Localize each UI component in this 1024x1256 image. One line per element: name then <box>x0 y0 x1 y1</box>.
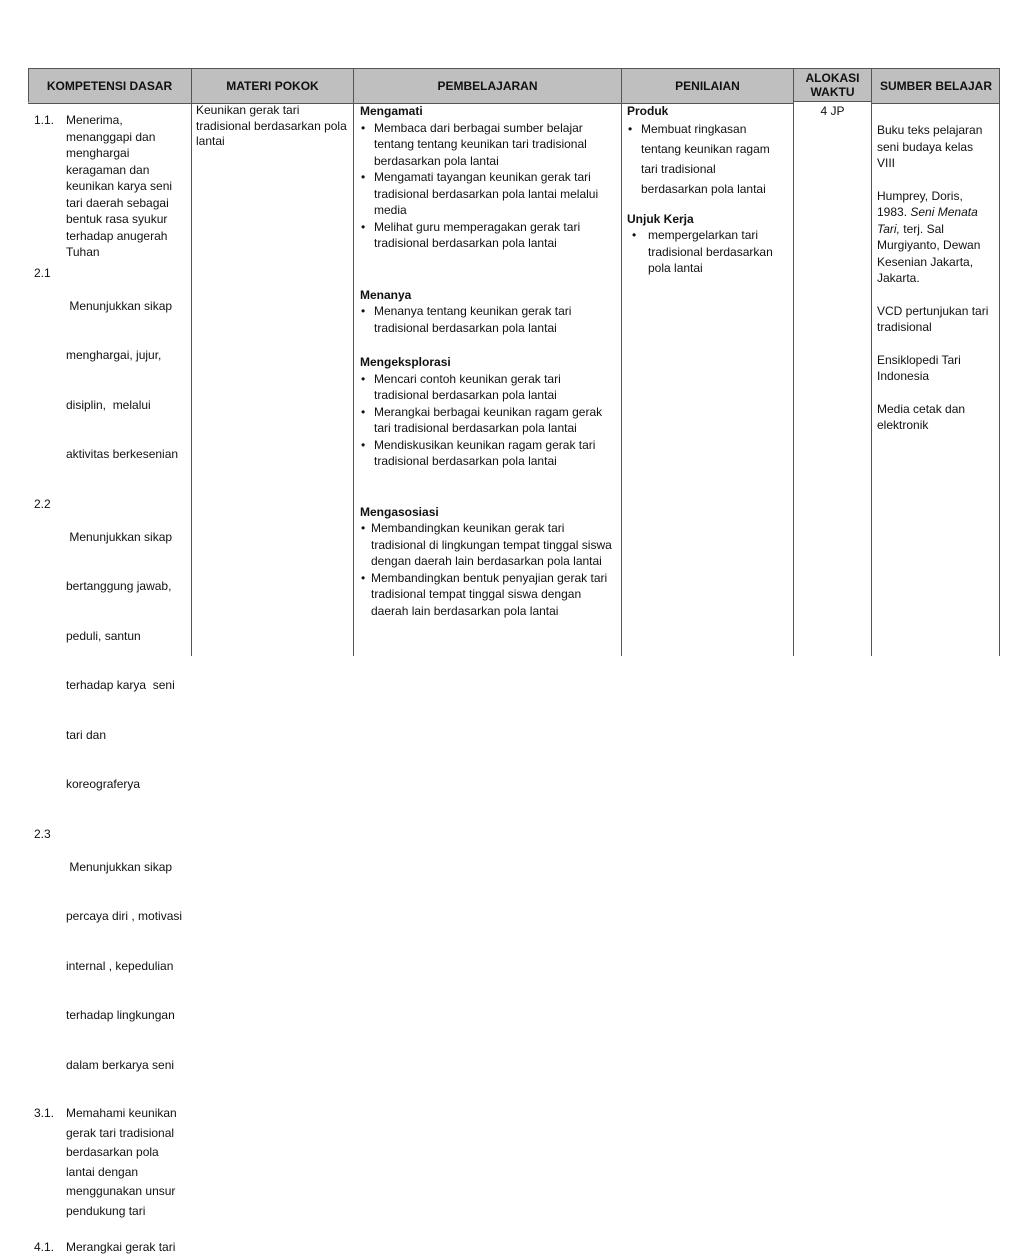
bullet-line: tari tradisional <box>641 161 716 176</box>
sumber-title-italic: Tari, <box>877 221 900 236</box>
bullet-line: tentang tentang keunikan tari tradisional <box>374 137 587 151</box>
spacer <box>877 385 997 401</box>
sumber-line: seni budaya kelas <box>877 139 974 154</box>
column-divider <box>793 68 794 656</box>
spacer <box>877 336 997 352</box>
bullet-item <box>360 120 618 170</box>
bullet-line: Melihat guru memperagakan gerak tari <box>374 219 581 234</box>
kd-item-4-1 <box>34 1239 184 1256</box>
kd-line: menanggapi dan <box>66 129 156 144</box>
kd-line: terhadap anugerah <box>66 228 168 243</box>
kd-text <box>34 265 184 496</box>
kd-line: Merangkai gerak tari <box>66 1240 176 1254</box>
materi-line: Keunikan gerak tari <box>196 103 300 117</box>
bullet-line: tradisional berdasarkan pola lantai <box>374 388 557 402</box>
bullet-icon: • <box>361 404 366 419</box>
header-kompetensi-dasar: KOMPETENSI DASAR <box>28 68 191 104</box>
kd-line: berdasarkan pola <box>66 1145 159 1159</box>
sumber-text: 1983. <box>877 205 911 219</box>
kd-line: keunikan karya seni <box>66 179 173 193</box>
kd-line: bentuk rasa syukur <box>66 212 168 226</box>
bullet-item <box>360 570 618 620</box>
sumber-line: VIII <box>877 156 896 170</box>
kd-line: percaya diri , motivasi <box>66 909 183 923</box>
sumber-title-italic: Seni Menata <box>910 205 978 219</box>
column-divider <box>191 68 192 656</box>
kd-line: Menunjukkan sikap <box>66 859 173 874</box>
bullet-line: berdasarkan pola lantai <box>641 181 766 196</box>
bullet-item <box>360 219 618 252</box>
bullet-item <box>627 227 791 277</box>
bullet-icon: • <box>361 304 366 318</box>
bullet-item <box>360 169 618 219</box>
kd-line: Tuhan <box>66 245 100 259</box>
bullet-line: tentang keunikan ragam <box>641 141 770 156</box>
spacer <box>360 252 618 287</box>
kd-line: menghargai <box>66 146 130 160</box>
kd-line: gerak tari tradisional <box>66 1125 175 1140</box>
kd-line: Menunjukkan sikap <box>66 529 173 544</box>
kd-text <box>34 826 184 1107</box>
kd-line: tari dan <box>66 727 107 742</box>
bullet-line: Membaca dari berbagai sumber belajar <box>374 120 583 135</box>
sumber-line <box>877 221 997 238</box>
bullet-icon: • <box>361 371 366 386</box>
kd-text <box>34 1239 184 1256</box>
column-divider <box>621 68 622 656</box>
sumber-line: Humprey, Doris, <box>877 188 963 203</box>
bullet-line: mempergelarkan tari <box>648 228 759 242</box>
header-pembelajaran: PEMBELAJARAN <box>354 68 621 104</box>
pembelajaran-column <box>360 103 618 619</box>
sumber-media <box>877 401 997 434</box>
kd-text <box>34 496 184 826</box>
kd-line: menggunakan unsur <box>66 1184 176 1198</box>
kd-line: Menunjukkan sikap <box>66 298 173 313</box>
column-divider <box>353 68 354 656</box>
penilaian-column <box>627 103 791 277</box>
heading-menanya: Menanya <box>360 287 412 302</box>
sumber-buku <box>877 122 997 172</box>
bullet-icon: • <box>361 219 366 234</box>
bullet-line: tradisional berdasarkan pola lantai <box>374 320 557 335</box>
kd-line: menghargai, jujur, <box>66 348 162 362</box>
sumber-humprey <box>877 188 997 287</box>
kd-line: Memahami keunikan <box>66 1106 177 1120</box>
bullet-item <box>360 371 618 404</box>
kd-item-2-3 <box>34 826 184 1107</box>
bullet-line: tradisional berdasarkan <box>648 244 773 259</box>
bullet-item <box>360 520 618 570</box>
sumber-text: terj. Sal <box>899 221 944 236</box>
spacer <box>627 199 791 211</box>
bullet-line: daerah lain berdasarkan pola lantai <box>371 603 559 618</box>
sumber-line: Indonesia <box>877 369 930 383</box>
bullet-icon: • <box>361 120 366 135</box>
spacer <box>360 470 618 504</box>
sumber-line: Kesenian Jakarta, <box>877 254 974 269</box>
spacer <box>877 287 997 303</box>
kd-item-3-1 <box>34 1104 184 1221</box>
header-alokasi-waktu: ALOKASI WAKTU <box>794 68 871 102</box>
materi-line: lantai <box>196 134 225 148</box>
sumber-line: Ensiklopedi Tari <box>877 352 961 367</box>
bullet-line: media <box>374 203 407 217</box>
kd-line: peduli, santun <box>66 628 141 643</box>
header-materi-pokok: MATERI POKOK <box>192 68 353 104</box>
column-divider <box>999 68 1000 656</box>
header-divider <box>28 68 29 102</box>
kd-line: dalam berkarya seni <box>66 1057 175 1072</box>
sumber-line: Buku teks pelajaran <box>877 123 983 137</box>
bullet-line: dengan daerah lain berdasarkan pola lantai <box>371 554 602 568</box>
sumber-line <box>877 204 997 221</box>
bullet-line: tradisional di lingkungan tempat tinggal siswa <box>371 537 612 552</box>
kd-line: bertanggung jawab, <box>66 579 172 593</box>
bullet-item <box>360 404 618 437</box>
sumber-vcd <box>877 303 997 336</box>
kd-text <box>34 1104 184 1221</box>
sumber-line: tradisional <box>877 320 932 334</box>
heading-mengasosiasi: Mengasosiasi <box>360 504 439 519</box>
kd-line: aktivitas berkesenian <box>66 447 179 461</box>
kd-number: 3.1. <box>34 1106 55 1120</box>
bullet-line: Membandingkan bentuk penyajian gerak tari <box>371 570 608 585</box>
kd-line: tari daerah sebagai <box>66 195 169 210</box>
sumber-ensiklopedi <box>877 352 997 385</box>
bullet-line: Mendiskusikan keunikan ragam gerak tari <box>374 437 596 452</box>
bullet-line: tradisional tempat tinggal siswa dengan <box>371 587 582 601</box>
kd-line: keragaman dan <box>66 162 150 177</box>
kd-line: disiplin, melalui <box>66 397 151 412</box>
bullet-line: Membuat ringkasan <box>641 121 747 136</box>
bullet-icon: • <box>361 521 366 535</box>
kd-line: internal , kepedulian <box>66 958 174 973</box>
header-sumber-belajar: SUMBER BELAJAR <box>872 68 1000 104</box>
bullet-line: Mencari contoh keunikan gerak tari <box>374 371 561 386</box>
bullet-icon: • <box>361 570 366 585</box>
sumber-line: Media cetak dan <box>877 401 966 416</box>
kompetensi-dasar-column <box>34 104 184 1256</box>
alokasi-value: 4 JP <box>820 104 845 118</box>
heading-mengamati: Mengamati <box>360 104 423 118</box>
heading-unjuk-kerja: Unjuk Kerja <box>627 211 694 226</box>
bullet-line: pola lantai <box>648 261 703 275</box>
kd-item-2-1 <box>34 265 184 496</box>
bullet-icon: • <box>361 170 366 184</box>
kd-number: 1.1. <box>34 113 55 127</box>
sumber-line: VCD pertunjukan tari <box>877 303 989 318</box>
sumber-line: elektronik <box>877 418 929 432</box>
header-penilaian: PENILAIAN <box>622 68 793 104</box>
kd-line: lantai dengan <box>66 1164 139 1179</box>
kd-number: 2.2 <box>34 496 51 511</box>
materi-pokok-column <box>196 103 352 150</box>
bullet-icon: • <box>628 121 633 136</box>
spacer <box>877 172 997 188</box>
spacer <box>360 336 618 354</box>
kd-line: Menerima, <box>66 113 123 127</box>
bullet-line: Menanya tentang keunikan gerak tari <box>374 304 572 318</box>
kd-item-1-1 <box>34 112 184 261</box>
materi-line: tradisional berdasarkan pola <box>196 118 347 133</box>
kd-line: terhadap karya seni <box>66 678 175 692</box>
sumber-belajar-column <box>877 122 997 434</box>
bullet-item <box>360 303 618 336</box>
sumber-line: Murgiyanto, Dewan <box>877 238 981 252</box>
bullet-icon: • <box>632 228 637 242</box>
bullet-line: tradisional berdasarkan pola lantai melalui <box>374 186 599 201</box>
kd-text <box>34 112 184 261</box>
kd-line: pendukung tari <box>66 1203 146 1218</box>
bullet-line: tari tradisional berdasarkan pola lantai <box>374 421 577 435</box>
bullet-line: Mengamati tayangan keunikan gerak tari <box>374 170 591 184</box>
bullet-line: berdasarkan pola lantai <box>374 153 499 168</box>
column-divider <box>871 68 872 656</box>
alokasi-waktu-column <box>794 103 871 120</box>
bullet-line: Merangkai berbagai keunikan ragam gerak <box>374 404 603 419</box>
bullet-icon: • <box>361 437 366 452</box>
bullet-line: tradisional berdasarkan pola lantai <box>374 236 557 250</box>
bullet-line: tradisional berdasarkan pola lantai <box>374 454 557 468</box>
kd-item-2-2 <box>34 496 184 826</box>
bullet-item <box>627 119 791 199</box>
kd-number: 4.1. <box>34 1240 55 1254</box>
kd-number: 2.3 <box>34 826 51 841</box>
kd-line: koreograferya <box>66 777 141 791</box>
bullet-line: Membandingkan keunikan gerak tari <box>371 521 565 535</box>
kd-line: terhadap lingkungan <box>66 1008 175 1022</box>
heading-produk: Produk <box>627 104 669 118</box>
bullet-item <box>360 437 618 470</box>
heading-mengeksplorasi: Mengeksplorasi <box>360 355 451 369</box>
sumber-line: Jakarta. <box>877 271 920 285</box>
kd-number: 2.1 <box>34 265 51 280</box>
